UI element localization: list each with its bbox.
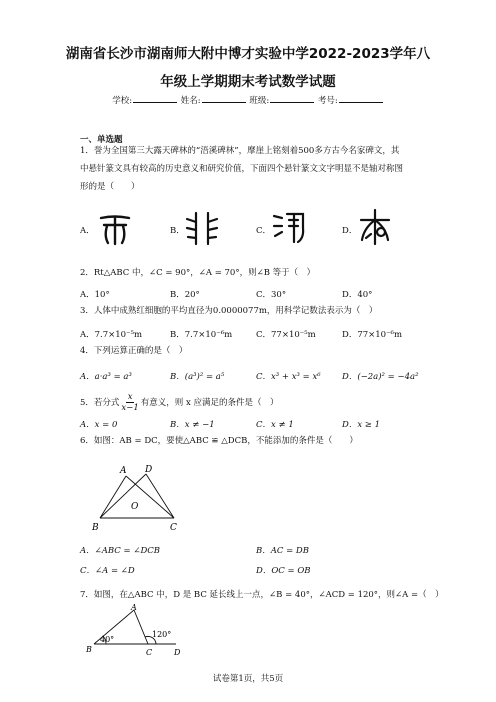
q7-label-b: B — [86, 645, 92, 654]
question-1 — [80, 142, 403, 196]
q6-label-b: B — [92, 523, 99, 532]
q7-label-a: A — [131, 604, 137, 612]
name-blank[interactable] — [202, 94, 246, 103]
q6-label-d: D — [145, 465, 153, 475]
q1-line3: 形的是（ ） — [80, 182, 140, 192]
question-5 — [80, 392, 278, 413]
q3-option-c[interactable]: C．77×10⁻⁵m — [256, 330, 316, 340]
exam-title-line1: 湖南省长沙市湖南师大附中博才实验中学2022-2023学年八 — [65, 46, 431, 62]
q1-option-d-label: D． — [342, 226, 358, 236]
class-label: 班级: — [249, 96, 270, 106]
q6-option-c[interactable]: C．∠A = ∠D — [80, 566, 135, 576]
q5-fraction — [121, 392, 138, 413]
q5-option-b[interactable]: B．x ≠ −1 — [170, 420, 215, 430]
q5-fraction-numerator: x — [127, 392, 133, 402]
q6-figure — [88, 462, 188, 532]
q5-stem-post: 有意义，则 x 应满足的条件是（ ） — [140, 397, 279, 408]
q4-option-b[interactable]: B．(a³)² = a⁵ — [170, 372, 225, 382]
q4-option-a[interactable]: A．a·a³ = a³ — [80, 372, 132, 382]
q7-figure — [86, 604, 196, 658]
q6-option-a[interactable]: A．∠ABC = ∠DCB — [80, 546, 161, 556]
exam-no-label: 考号: — [317, 96, 338, 106]
q6-label-a: A — [120, 466, 127, 476]
school-blank[interactable] — [133, 94, 177, 103]
q3-option-b[interactable]: B．7.7×10⁻⁶m — [170, 330, 233, 340]
q7-stem: 7．如图，在△ABC 中，D 是 BC 延长线上一点，∠B = 40°，∠ACD = 120°，则∠A =（ ） — [80, 590, 444, 600]
q1-option-a-label: A． — [80, 226, 95, 236]
q6-label-o: O — [131, 502, 139, 512]
q4-option-d[interactable]: D．(−2a)² = −4a² — [342, 372, 419, 382]
q5-stem-pre: 5．若分式 — [80, 397, 120, 408]
q3-option-d[interactable]: D．77×10⁻⁶m — [342, 330, 403, 340]
student-info-row — [0, 94, 496, 106]
q1-line1: 1．誉为全国第三大露天碑林的“浯溪碑林”，摩崖上铭刻着500多方古今名家碑文，其 — [80, 146, 400, 156]
q5-fraction-denominator: x−1 — [121, 403, 139, 413]
q4-stem: 4．下列运算正确的是（ ） — [80, 346, 188, 356]
question-6 — [80, 432, 358, 450]
question-4 — [80, 342, 187, 360]
q2-option-c[interactable]: C．30° — [256, 290, 287, 300]
q2-option-d[interactable]: D．40° — [342, 290, 373, 300]
q6-stem: 6．如图：AB = DC，要使△ABC ≌ △DCB，不能添加的条件是（ ） — [80, 436, 358, 446]
q5-option-d[interactable]: D．x ≥ 1 — [342, 420, 381, 430]
page-footer: 试卷第1页，共5页 — [212, 674, 284, 684]
question-2 — [80, 264, 315, 282]
seal-glyph-a-icon — [96, 212, 134, 246]
q4-option-c[interactable]: C．x³ + x³ = x⁶ — [256, 372, 321, 382]
q6-option-d[interactable]: D．OC = OB — [256, 566, 311, 576]
question-3 — [80, 302, 377, 320]
q1-option-c-label: C． — [256, 226, 272, 236]
name-label: 姓名: — [180, 96, 201, 106]
q7-angle-acd: 120° — [152, 630, 172, 639]
q3-stem: 3．人体中成熟红细胞的平均直径为0.0000077m，用科学记数法表示为（ ） — [80, 306, 378, 316]
exam-title-line2: 年级上学期期末考试数学试题 — [160, 74, 336, 90]
q2-option-a[interactable]: A．10° — [80, 290, 110, 300]
seal-glyph-d-icon — [356, 208, 394, 246]
q7-angle-b: 40° — [100, 635, 115, 644]
q3-option-a[interactable]: A．7.7×10⁻⁵m — [80, 330, 143, 340]
q6-option-b[interactable]: B．AC = DB — [256, 546, 309, 556]
q7-label-c: C — [146, 648, 153, 657]
class-blank[interactable] — [270, 94, 314, 103]
q5-option-a[interactable]: A．x = 0 — [80, 420, 118, 430]
q5-option-c[interactable]: C．x ≠ 1 — [256, 420, 294, 430]
q6-label-c: C — [170, 523, 177, 532]
q2-option-b[interactable]: B．20° — [170, 290, 200, 300]
exam-no-blank[interactable] — [339, 94, 383, 103]
question-7 — [80, 586, 444, 604]
section-heading-single-choice: 一、单选题 — [80, 135, 123, 145]
school-label: 学校: — [112, 96, 133, 106]
q7-label-d: D — [174, 648, 181, 657]
seal-glyph-b-icon — [184, 210, 220, 246]
q2-stem: 2．Rt△ABC 中，∠C = 90°，∠A = 70°，则∠B 等于（ ） — [80, 268, 316, 278]
seal-glyph-c-icon — [270, 208, 308, 246]
q1-option-b-label: B． — [170, 226, 185, 236]
q1-line2: 中悬针篆文具有较高的历史意义和研究价值，下面四个悬针篆文文字明显不是轴对称图 — [80, 164, 404, 174]
